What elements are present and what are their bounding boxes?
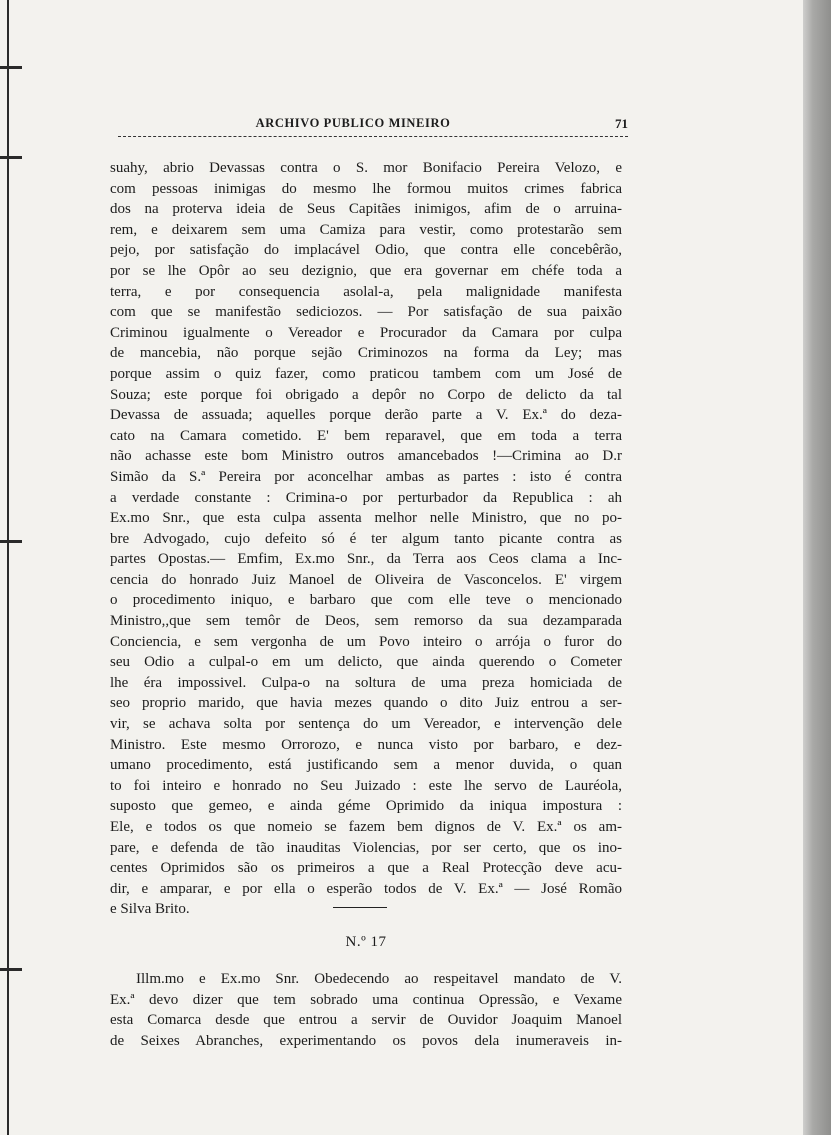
text-line: suahy, abrio Devassas contra o S. mor Bonifacio Pereira Velozo, e xyxy=(110,160,622,176)
text-line: a verdade constante : Crimina-o por perturbador da Republica : ah xyxy=(110,489,622,506)
page-number: 71 xyxy=(615,116,628,131)
text-line: dos na proterva ideia de Seus Capitães inimigos, afim de o arruina- xyxy=(110,201,622,218)
text-line: Simão da S.ª Pereira por aconcelhar ambas as partes : isto é contra xyxy=(110,468,622,485)
text-line: não achasse este bom Ministro outros amancebados !—Crimina ao D.r xyxy=(110,448,622,465)
section-heading: N.º 17 xyxy=(345,934,387,950)
text-line: Ministro,,que sem temôr de Deos, sem remorso da sua dezamparada xyxy=(110,613,622,630)
running-head xyxy=(118,116,628,136)
text-line: Conciencia, e sem vergonha de um Povo inteiro o arrója o furor do xyxy=(110,633,622,650)
text-line: de mancebia, não porque sejão Criminozos na forma da Ley; mas xyxy=(110,345,622,362)
scanned-page-edge xyxy=(803,0,831,1135)
text-line: Ministro. Este mesmo Orrorozo, e nunca visto por barbaro, e dez- xyxy=(110,736,622,753)
text-line: o procedimento iniquo, e barbaro que com elle teve o mencionado xyxy=(110,592,622,609)
text-line: seo proprio marido, que havia mezes quando o dito Juiz entrou a ser- xyxy=(110,695,622,712)
text-line: Ex.ª devo dizer que tem sobrado uma continua Opressão, e Vexame xyxy=(110,991,622,1008)
text-line: umano procedimento, está justificando sem a menor duvida, o quan xyxy=(110,757,622,774)
text-line: lhe éra impossivel. Culpa-o na soltura de uma preza homiciada de xyxy=(110,674,622,691)
text-line: suposto que gemeo, e ainda géme Oprimido da iniqua impostura : xyxy=(110,798,622,815)
text-line: com que se manifestão sediciozos. — Por satisfação de sua paixão xyxy=(110,304,622,321)
text-line: to foi inteiro e honrado no Seu Juizado : este lhe servo de Lauréola, xyxy=(110,777,622,794)
text-line: pejo, por satisfação do implacável Odio, que contra elle concebêrão, xyxy=(110,242,622,259)
text-line: seu Odio a culpal-o em um delicto, que ainda querendo o Cometer xyxy=(110,654,622,671)
text-line: cencia do honrado Juiz Manoel de Oliveira de Vasconcelos. E' virgem xyxy=(110,571,622,588)
text-line: Criminou igualmente o Vereador e Procurador da Camara por culpa xyxy=(110,324,622,341)
text-line: Souza; este porque foi obrigado a depôr no Corpo de delicto da tal xyxy=(110,386,622,403)
running-title: ARCHIVO PUBLICO MINEIRO xyxy=(255,116,451,130)
header-rule xyxy=(118,136,628,137)
text-line: Illm.mo e Ex.mo Snr. Obedecendo ao respeitavel mandato de V. xyxy=(136,971,622,987)
binding-mark xyxy=(0,156,22,159)
text-line: porque assim o quiz fazer, como praticou tambem com um José de xyxy=(110,365,622,382)
binding-mark xyxy=(0,540,22,543)
text-line: esta Comarca desde que entrou a servir de Ouvidor Joaquim Manoel xyxy=(110,1012,622,1029)
text-line: com pessoas inimigas do mesmo lhe formou muitos crimes fabrica xyxy=(110,180,622,197)
text-line: pare, e defenda de tão inauditas Violencias, por ser certo, que os ino- xyxy=(110,839,622,856)
text-line: por se lhe Opôr ao seu dezignio, que era governar em chéfe toda a xyxy=(110,262,622,279)
text-line: Ele, e todos os que nomeio se fazem bem dignos de V. Ex.ª os am- xyxy=(110,819,622,835)
text-line: partes Opostas.— Emfim, Ex.mo Snr., da Terra aos Ceos clama a Inc- xyxy=(110,551,622,568)
text-line: e Silva Brito. xyxy=(110,901,190,918)
text-line: Devassa de assuada; aquelles porque derão parte a V. Ex.ª do deza- xyxy=(110,407,622,424)
binding-mark xyxy=(0,66,22,69)
text-line: dir, e amparar, e por ella o esperão todos de V. Ex.ª — José Romão xyxy=(110,880,622,897)
paragraph-1 xyxy=(110,158,622,920)
binding-line xyxy=(7,0,9,1135)
text-line: de Seixes Abranches, experimentando os povos dela inumeraveis in- xyxy=(110,1032,622,1049)
text-line: centes Oprimidos são os primeiros a que a Real Protecção deve acu- xyxy=(110,860,622,877)
text-line: vir, se achava solta por sentença do um Vereador, e intervenção dele xyxy=(110,716,622,733)
text-line: rem, e deixarem sem uma Camiza para vestir, como protestarão sem xyxy=(110,221,622,238)
section-separator xyxy=(333,907,387,908)
text-line: cato na Camara cometido. E' bem reparavel, que em toda a terra xyxy=(110,427,622,444)
binding-mark xyxy=(0,968,22,971)
text-line: Ex.mo Snr., que esta culpa assenta melhor nelle Ministro, que no po- xyxy=(110,510,622,527)
paragraph-2 xyxy=(110,969,622,1051)
text-line: terra, e por consequencia asolal-a, pela malignidade manifesta xyxy=(110,283,622,300)
text-line: bre Advogado, cujo defeito só é ter algum tanto picante contra as xyxy=(110,530,622,547)
